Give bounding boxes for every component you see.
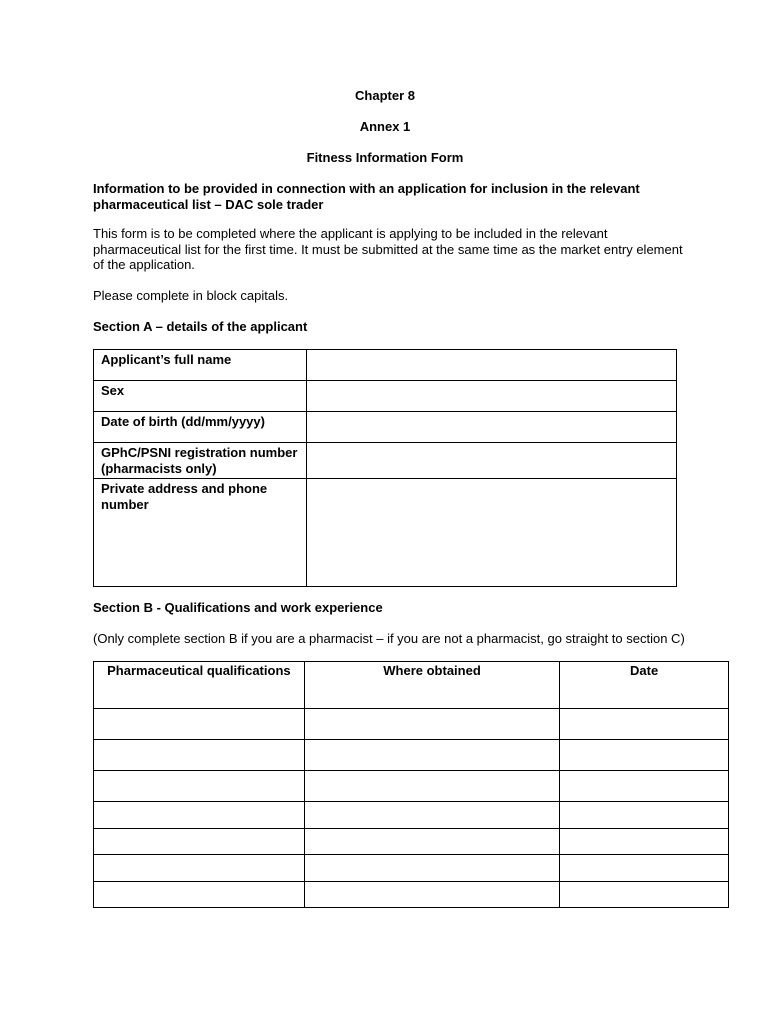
- where-obtained-cell[interactable]: [304, 740, 560, 771]
- where-obtained-cell[interactable]: [304, 802, 560, 829]
- table-row: [94, 412, 677, 443]
- table-row: [94, 740, 729, 771]
- table-header-row: [94, 662, 729, 709]
- date-cell[interactable]: [560, 829, 729, 855]
- form-description: This form is to be completed where the applicant is applying to be included in the relevant pharmaceutical list for the first time. It must be submitted at the same time as the market entry element of the application.: [93, 226, 683, 272]
- table-row: [94, 350, 677, 381]
- qualification-cell[interactable]: [94, 829, 305, 855]
- section-b-title: Section B - Qualifications and work experience: [93, 600, 383, 615]
- sex-label: Sex: [94, 381, 307, 412]
- where-obtained-cell[interactable]: [304, 771, 560, 802]
- table-row: [94, 381, 677, 412]
- qualification-cell[interactable]: [94, 802, 305, 829]
- date-cell[interactable]: [560, 882, 729, 908]
- qualification-cell[interactable]: [94, 771, 305, 802]
- registration-number-label: GPhC/PSNI registration number (pharmacists only): [94, 443, 307, 479]
- sex-field[interactable]: [306, 381, 676, 412]
- table-row: [94, 802, 729, 829]
- table-row: [94, 709, 729, 740]
- column-header-qualifications: Pharmaceutical qualifications: [94, 662, 305, 709]
- chapter-heading: Chapter 8: [355, 88, 415, 103]
- where-obtained-cell[interactable]: [304, 855, 560, 882]
- date-cell[interactable]: [560, 771, 729, 802]
- table-row: [94, 829, 729, 855]
- qualification-cell[interactable]: [94, 740, 305, 771]
- qualification-cell[interactable]: [94, 709, 305, 740]
- table-row: [94, 443, 677, 479]
- address-phone-field[interactable]: [306, 479, 676, 587]
- applicant-name-field[interactable]: [306, 350, 676, 381]
- where-obtained-cell[interactable]: [304, 709, 560, 740]
- dob-field[interactable]: [306, 412, 676, 443]
- table-row: [94, 479, 677, 587]
- qualification-cell[interactable]: [94, 855, 305, 882]
- date-cell[interactable]: [560, 709, 729, 740]
- date-cell[interactable]: [560, 802, 729, 829]
- qualification-cell[interactable]: [94, 882, 305, 908]
- section-b-table: [93, 661, 729, 908]
- address-phone-label: Private address and phone number: [94, 479, 307, 587]
- form-title: Fitness Information Form: [306, 150, 464, 165]
- form-instruction: Please complete in block capitals.: [93, 288, 289, 303]
- section-b-note: (Only complete section B if you are a pharmacist – if you are not a pharmacist, go straight to section C): [93, 631, 685, 646]
- where-obtained-cell[interactable]: [304, 829, 560, 855]
- section-a-title: Section A – details of the applicant: [93, 319, 308, 334]
- column-header-where-obtained: Where obtained: [304, 662, 560, 709]
- table-row: [94, 771, 729, 802]
- date-cell[interactable]: [560, 855, 729, 882]
- date-cell[interactable]: [560, 740, 729, 771]
- column-header-date: Date: [560, 662, 729, 709]
- applicant-name-label: Applicant’s full name: [94, 350, 307, 381]
- table-row: [94, 882, 729, 908]
- section-a-table: [93, 349, 677, 587]
- where-obtained-cell[interactable]: [304, 882, 560, 908]
- form-subtitle: Information to be provided in connection with an application for inclusion in the relevant pharmaceutical list – DAC sole trader: [93, 181, 640, 212]
- table-row: [94, 855, 729, 882]
- annex-heading: Annex 1: [359, 119, 411, 134]
- dob-label: Date of birth (dd/mm/yyyy): [94, 412, 307, 443]
- registration-number-field[interactable]: [306, 443, 676, 479]
